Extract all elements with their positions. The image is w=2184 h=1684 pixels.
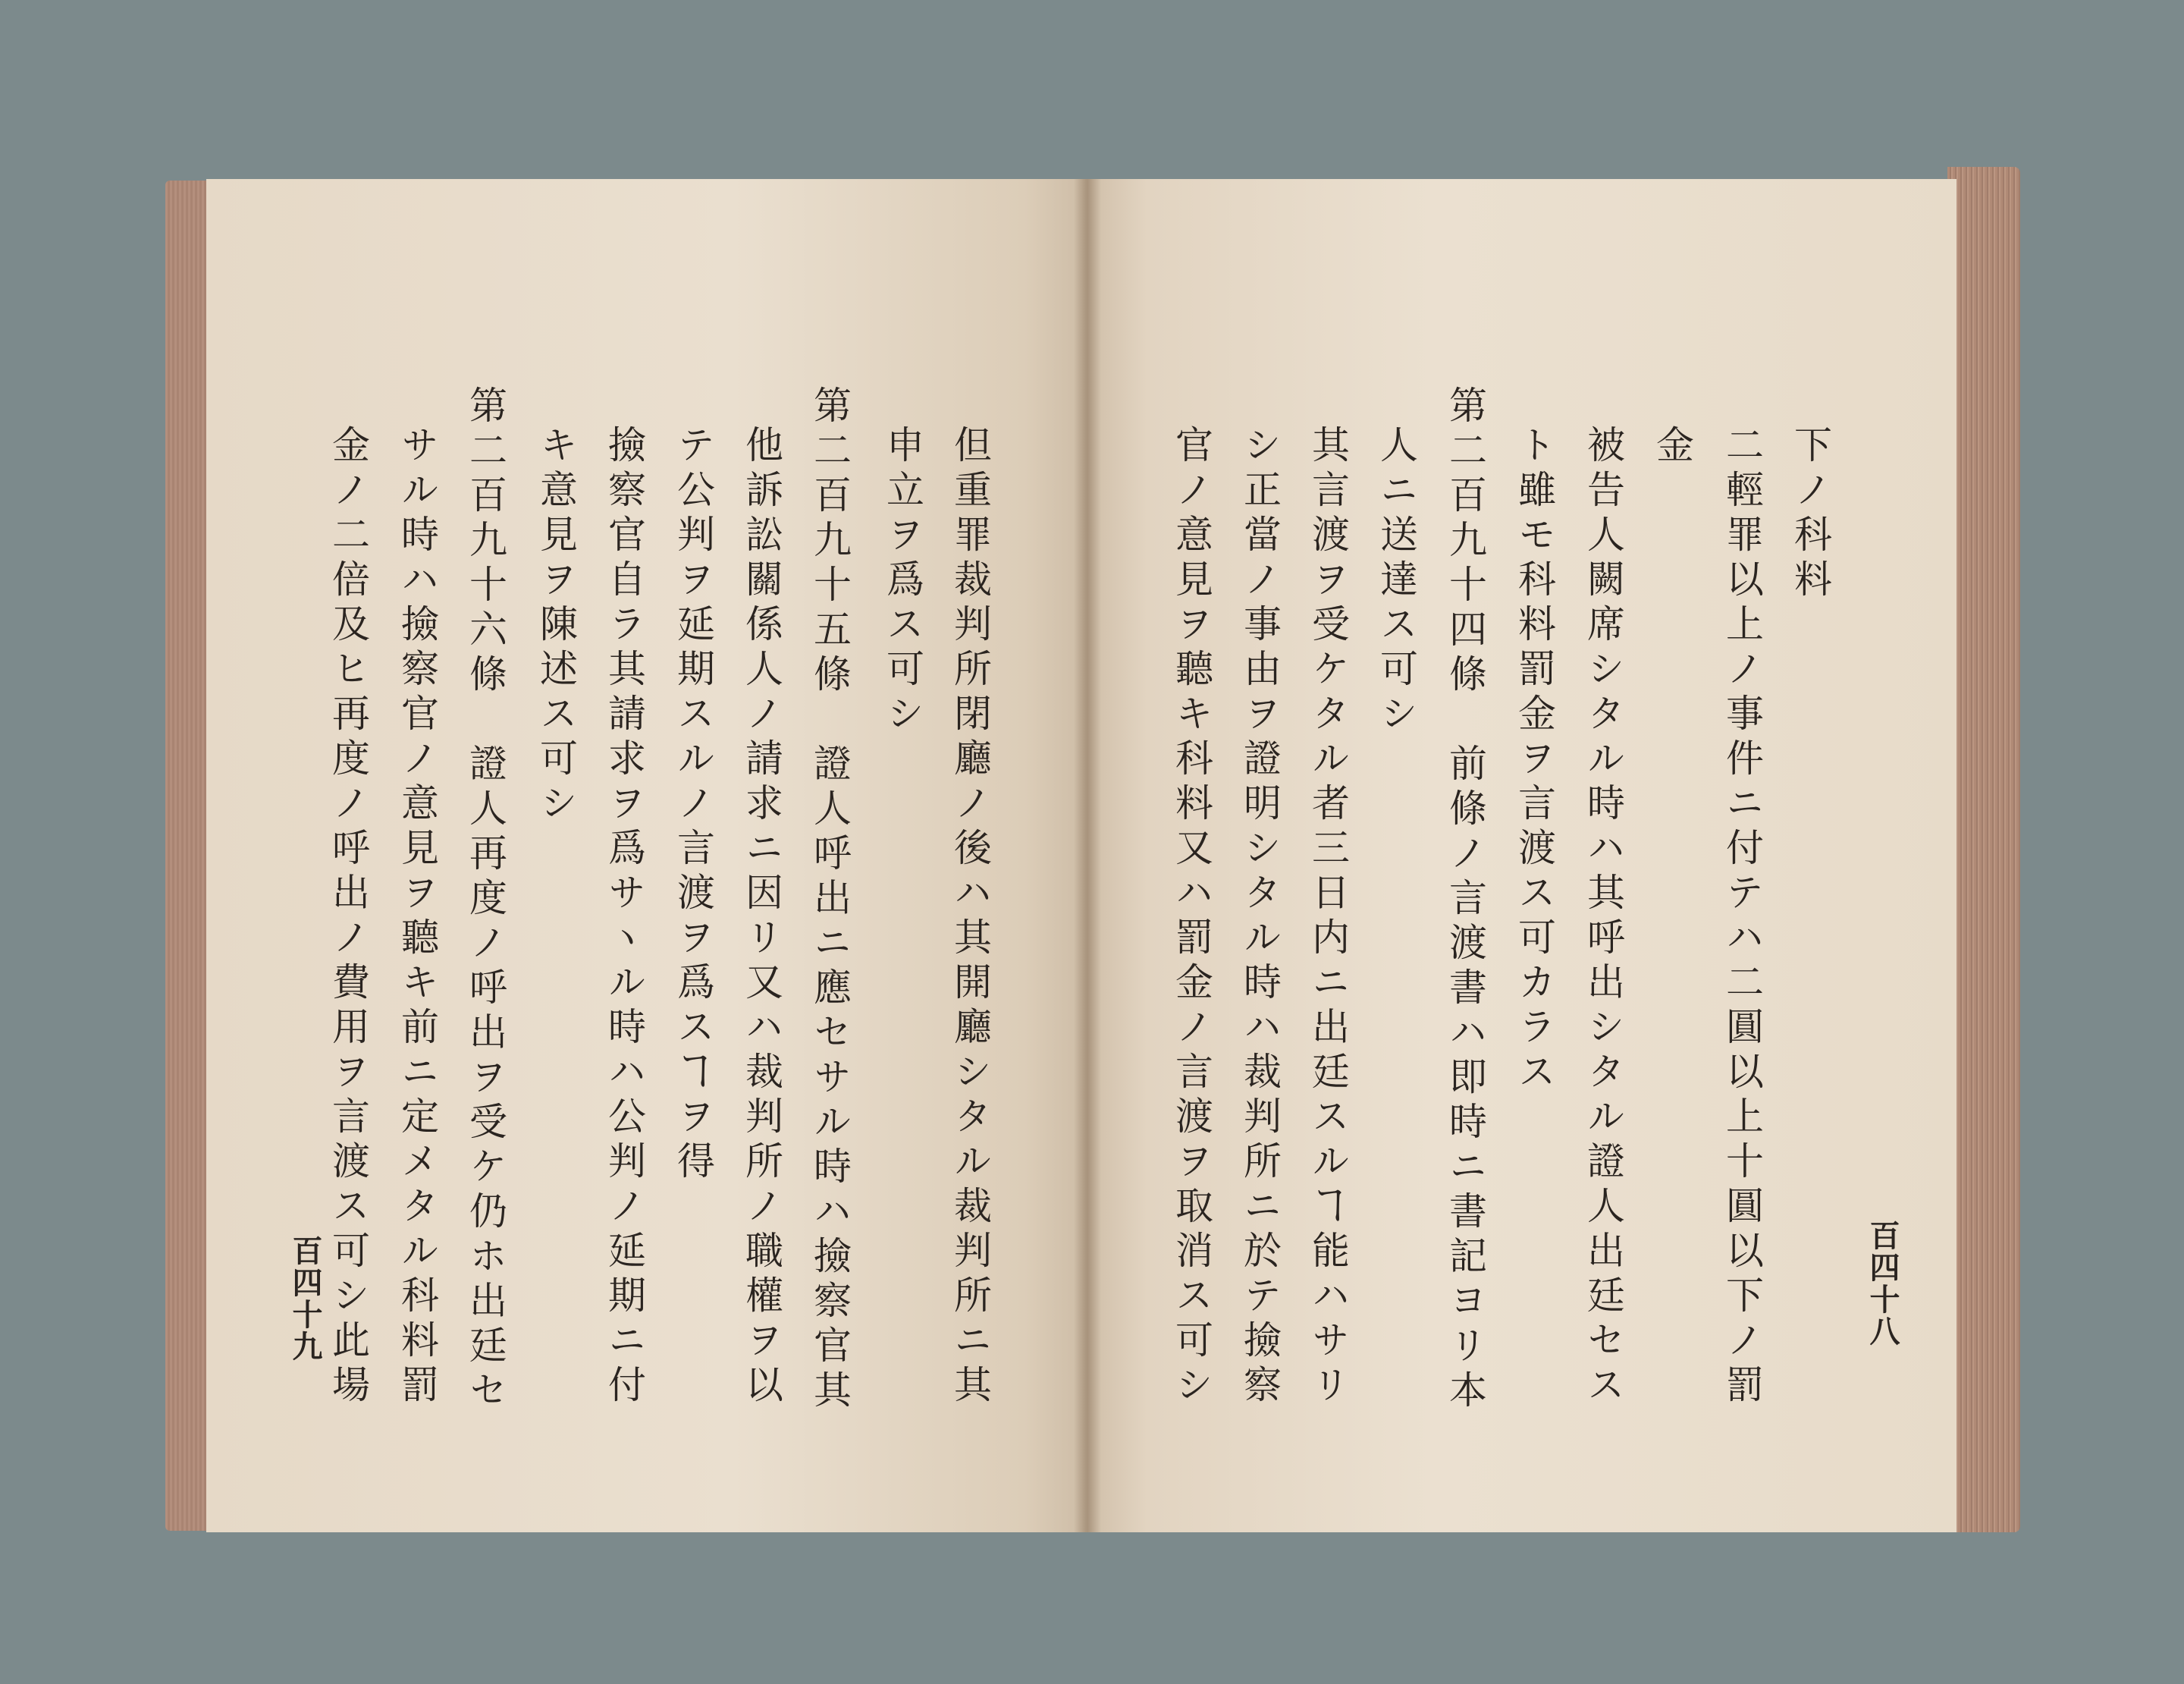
left-column-2: 申立ヲ爲ス可シ <box>880 425 924 738</box>
left-page-edges <box>165 181 211 1531</box>
right-column-9: シ正當ノ事由ヲ證明シタル時ハ裁判所ニ於テ撿察 <box>1238 425 1282 1409</box>
right-column-10: 官ノ意見ヲ聽キ科料又ハ罰金ノ言渡ヲ取消ス可シ <box>1169 425 1213 1409</box>
left-column-7: キ意見ヲ陳述ス可シ <box>534 425 578 828</box>
book-gutter <box>1074 179 1101 1532</box>
left-column-5: テ公判ヲ延期スルノ言渡ヲ爲スヿヲ得 <box>671 425 715 1186</box>
right-column-2: 二輕罪以上ノ事件ニ付テハ二圓以上十圓以下ノ罰 <box>1720 425 1764 1409</box>
left-column-9: サル時ハ撿察官ノ意見ヲ聽キ前ニ定メタル科料罰 <box>395 425 439 1409</box>
right-column-6: 第二百九十四條 前條ノ言渡書ハ即時ニ書記ヨリ本 <box>1443 385 1487 1415</box>
right-page-edges <box>1947 167 2020 1532</box>
left-column-8: 第二百九十六條 證人再度ノ呼出ヲ受ケ仍ホ出廷セ <box>463 385 507 1415</box>
right-page-number: 百四十八 <box>1865 1220 1900 1347</box>
left-column-4: 他訴訟關係人ノ請求ニ因リ又ハ裁判所ノ職權ヲ以 <box>739 425 783 1409</box>
left-page-number: 百四十九 <box>287 1235 323 1362</box>
right-column-1: 下ノ科料 <box>1788 425 1832 604</box>
right-column-3: 金 <box>1650 425 1694 470</box>
right-column-7: 人ニ送達ス可シ <box>1374 425 1418 738</box>
left-column-10: 金ノ二倍及ヒ再度ノ呼出ノ費用ヲ言渡ス可シ此場 <box>326 425 370 1409</box>
right-column-8: 其言渡ヲ受ケタル者三日内ニ出廷スルヿ能ハサリ <box>1306 425 1350 1409</box>
left-column-6: 撿察官自ラ其請求ヲ爲サヽル時ハ公判ノ延期ニ付 <box>602 425 646 1409</box>
right-column-4: 被告人闕席シタル時ハ其呼出シタル證人出廷セス <box>1581 425 1625 1409</box>
left-column-3: 第二百九十五條 證人呼出ニ應セサル時ハ撿察官其 <box>808 385 852 1415</box>
right-column-5: ト雖モ科料罰金ヲ言渡ス可カラス <box>1512 425 1556 1096</box>
left-column-1: 但重罪裁判所閉廳ノ後ハ其開廳シタル裁判所ニ其 <box>948 425 992 1409</box>
